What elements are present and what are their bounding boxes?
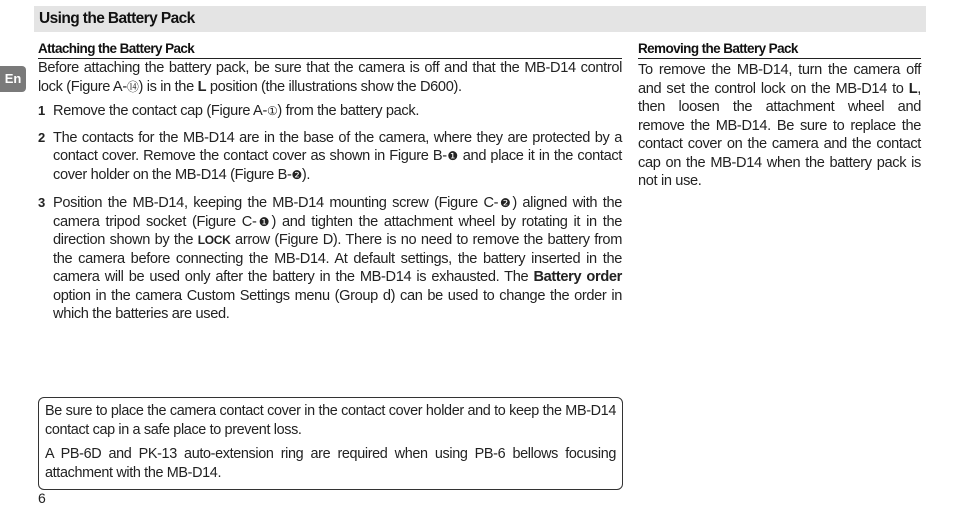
remove-text: To remove the MB-D14, turn the camera off and set the control lock on the MB-D14 to L, then loosen the attachment wheel and remove the MB-D14. Be sure to replace the contact cover on the camera and the contact cap on the MB-D14 when the battery pack is not in use. (638, 62, 921, 189)
step-item (38, 194, 622, 324)
step-number: 2 (38, 129, 46, 145)
language-tab: En (0, 66, 26, 92)
step-text: The contacts for the MB-D14 are in the base of the camera, where they are protected by a contact cover. Remove the contact cover as shown in Figure B-❶ and place it in the contact cover holder on the MB-D14 (Figure B-❷). (53, 129, 622, 183)
attach-section (38, 40, 622, 324)
lock-position-label: L (908, 80, 918, 97)
note-text: A PB-6D and PK-13 auto-extension ring are required when using PB-6 bellows focusing attachment with the MB-D14. (45, 446, 616, 481)
step-item (38, 102, 622, 121)
note-box (38, 397, 623, 490)
step-number: 3 (38, 195, 46, 210)
step-number: 1 (38, 103, 46, 118)
step-text: Remove the contact cap (Figure A-①) from the battery pack. (53, 103, 420, 119)
lock-position-label: L (197, 78, 207, 95)
section-header-bar (34, 6, 926, 32)
callout-marker: ❶ (256, 214, 272, 229)
callout-marker: ❶ (446, 149, 459, 163)
page-number: 6 (38, 490, 46, 506)
note-text: Be sure to place the camera contact cover in the contact cover holder and to keep the MB-D14 contact cap in a safe place to prevent loss. (45, 403, 616, 438)
step-item (38, 129, 622, 185)
remove-heading: Removing the Battery Pack (638, 40, 921, 59)
remove-section (638, 40, 921, 191)
callout-marker: ① (266, 104, 278, 118)
step-text: Position the MB-D14, keeping the MB-D14 mounting screw (Figure C-❷) aligned with the camera tripod socket (Figure C-❶) and tighten the attachment wheel by rotating it in the direction shown by the LOCK arrow (Figure D). There is no need to remove the battery from the camera before connecting the MB-D14. At default settings, the battery inserted in the camera will be used only after the battery in the MB-D14 is exhausted. The Battery order option in the camera Custom Settings menu (Group d) can be used to change the order in which the batteries are used. (53, 195, 623, 322)
attach-heading: Attaching the Battery Pack (38, 40, 622, 59)
section-title: Using the Battery Pack (39, 10, 195, 27)
callout-marker: ❷ (291, 167, 302, 182)
lock-arrow-label: LOCK (197, 233, 231, 247)
callout-marker: ❷ (498, 196, 513, 210)
attach-intro: Before attaching the battery pack, be sure that the camera is off and that the MB-D14 control lock (Figure A-⑭) is in the L position (the illustrations show the D600). (38, 60, 622, 95)
menu-option-name: Battery order (533, 269, 622, 285)
callout-marker: ⑭ (126, 79, 139, 94)
